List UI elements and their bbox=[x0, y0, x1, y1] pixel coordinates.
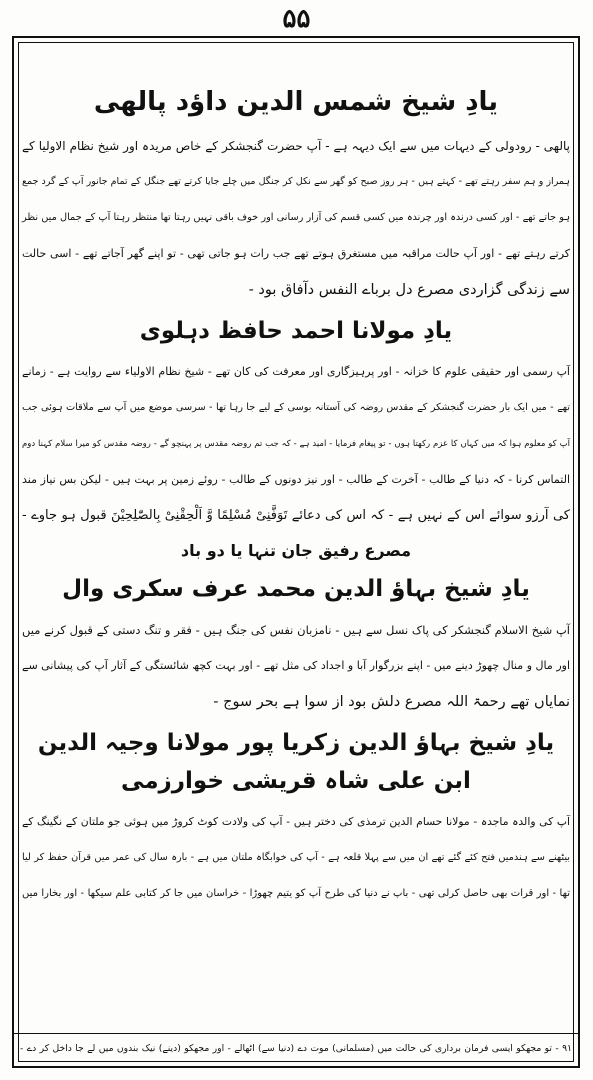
footnote: ۹۱ - تو مجھکو ایسی فرمان برداری کی حالت میں (مسلمانی) موت دے (دنیا سے) اٹھالے - اور مجھکو (دینے) نیک بندوں میں لے جا داخل کر دے - bbox=[20, 1043, 572, 1054]
body-line: کرتے رہتے تھے - اور آپ حالت مراقبہ میں مستغرق ہوتے تھے جب رات ہو جاتی تھی - تو اپنے گھر آجاتے تھے - اسی حالت bbox=[22, 247, 570, 260]
body-line: سے زندگی گزاردی مصرع دل برباے النفس دآفاق بود - bbox=[248, 282, 570, 298]
body-line: اور مال و منال چھوڑ دینے میں - اپنے بزرگوار آبا و اجداد کی مثل تھے - اور بہت کچھ شائستگی کے آثار آپ کی پیشانی سے bbox=[22, 659, 570, 672]
body-line: پالھی - رودولی کے دیہات میں سے ایک دیہہ ہے - آپ حضرت گنجشکر کے خاص مریدہ اور شیخ نظام الاولیا کے bbox=[22, 139, 570, 153]
section-heading: یادِ شیخ بہاؤ الدین محمد عرف سکری وال bbox=[62, 576, 530, 602]
body-line: تھا - اور قرات بھی حاصل کرلی تھی - باپ نے دنیا کی طرح آپ کو یتیم چھوڑا - خراسان میں جا کر کتابی علم سیکھا - اور بخارا میں bbox=[22, 888, 570, 899]
footnote-divider bbox=[14, 1033, 578, 1034]
body-line: کی آرزو سوائے اس کے نہیں ہے - کہ اس کی دعائے تَوَفَّنِیْ مُسْلِمًا وَّ اَلْحِقْنِیْ بِالصّٰلِحِیْنَ قبول ہو جاوے - bbox=[22, 508, 570, 523]
section-heading: یادِ شیخ بہاؤ الدین زکریا پور مولانا وجیہ الدین ابن علی شاہ قریشی خوارزمی bbox=[37, 730, 555, 794]
page-number: ۵۵ bbox=[282, 4, 311, 34]
body-line: آپ کو معلوم ہوا کہ میں کہاں کا عزم رکھتا ہوں - تو پیغام فرمایا - امید ہے - کہ جب تم روضہ مقدس پر پہنچو گے - روضہ مقدس کو میرا سلام کہنا دوم bbox=[22, 439, 570, 449]
section-heading: یادِ مولانا احمد حافظ دہلوی bbox=[139, 318, 453, 344]
verse-line: مصرع رفیق جان تنہا یا دو باد bbox=[180, 541, 412, 560]
body-line: تھے - میں ایک بار حضرت گنجشکر کے مقدس روضہ کی آستانہ بوسی کے لیے جا رہا تھا - سرسی موضع میں آپ سے ملاقات ہوئی جب bbox=[22, 402, 570, 413]
section-heading: یادِ شیخ شمس الدین داؤد پالھی bbox=[93, 87, 499, 117]
body-line: بیٹھنے سے ہندمیں فتح کئے گئے تھے ان میں سے پہلا قلعہ ہے - آپ کی خوابگاہ ملتان میں ہے - بارہ سال کی عمر میں قرآن حفظ کر لیا bbox=[22, 852, 570, 863]
page-content bbox=[20, 44, 572, 1026]
body-line: ہمراز و ہم سفر رہتے تھے - کہتے ہیں - ہر روز صبح کو گھر سے نکل کر جنگل میں چلے جایا کرتے تھے جنگل کے تمام جانور آپ کے گرد جمع bbox=[22, 176, 570, 187]
body-line: آپ کی والدہ ماجدہ - مولانا حسام الدین ترمذی کی دختر ہیں - آپ کی ولادت کوٹ کروڑ میں ہوئی جو ملتان کے نگینگ کے bbox=[22, 815, 570, 828]
body-line: التماس کرنا - کہ دنیا کے طالب - آخرت کے طالب - اور نیز دونوں کے طالب - روئے زمین پر بہت ہیں - لیکن بس نیاز مند bbox=[22, 473, 570, 486]
body-line: نمایاں تھے رحمۃ اللہ مصرع دلش بود از سوا ہے بحر سوج - bbox=[213, 694, 570, 710]
text-frame bbox=[12, 36, 580, 1068]
body-line: آپ شیخ الاسلام گنجشکر کی پاک نسل سے ہیں - نامزبان نفس کی جنگ ہیں - فقر و تنگ دستی کے قبول کرنے میں bbox=[22, 623, 570, 637]
body-line: آپ رسمی اور حقیقی علوم کا خزانہ - اور پرہیزگاری اور معرفت کی کان تھے - شیخ نظام الاولیاء سے روایت ہے - زمانے bbox=[22, 365, 570, 378]
body-line: ہو جاتے تھے - اور کسی درندہ اور چرندہ میں کسی قسم کی آزار رسانی اور خوف باقی نہیں رہتا تھا منتظر رہتا آپ کے جمال میں نظر bbox=[22, 212, 570, 223]
